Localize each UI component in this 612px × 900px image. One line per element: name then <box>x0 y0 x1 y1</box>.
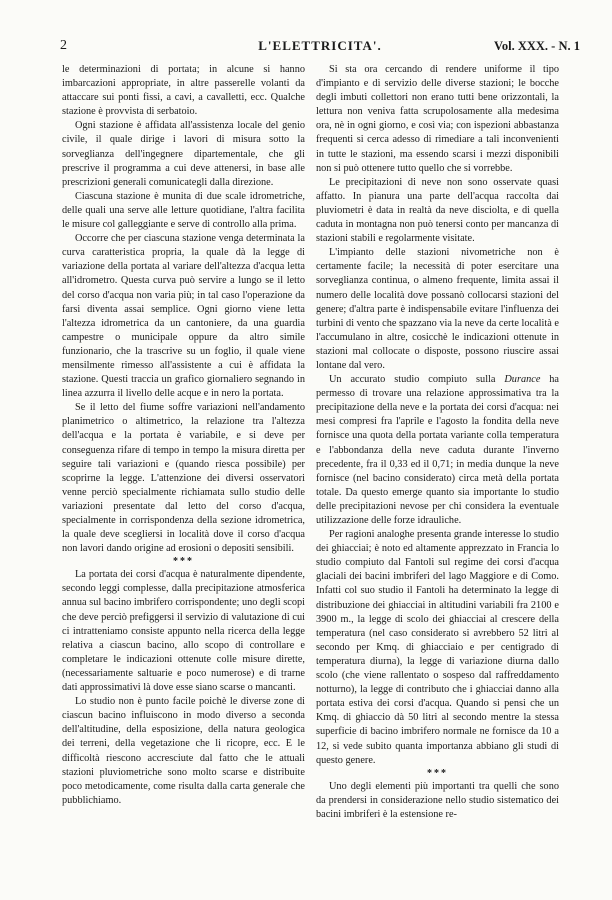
paragraph: Occorre che per ciascuna stazione venga determinata la curva caratteristica propria, la quale dà la legge di variazione della portata al variare dell'altezza d'acqua letta all'idrometro. Questa curva può servire a lungo se il letto del corso d'acqua non varia più; in tal caso l'operazione da farsi diventa assai semplice. Ogni giorno viene letta l'altezza idrometrica da un cantoniere, da una guardia campestre o municipale oppure da altro simile funzionario, che la trascrive su un foglio, il quale viene mensilmente rimesso all'assistente a cui è affidata la stazione. Questi traccia un grafico giornaliero segnando in linea azzurra il livello delle acque e in nero la portata. <box>62 233 305 400</box>
paragraph: Uno degli elementi più importanti tra quelli che sono da prendersi in considerazione nello studio sistematico dei bacini imbriferi è la estensione re- <box>316 780 559 820</box>
paragraph: Se il letto del fiume soffre variazioni nell'andamento planimetrico o altimetrico, la relazione tra l'altezza dell'acqua e la portata è variabile, e si deve per conseguenza rifare di tempo in tempo la misura diretta per seguire tali variazioni e (quando riesca possibile) per scoprirne la legge. L'attenzione dei diversi osservatori venne perciò specialmente richiamata sullo studio delle variazioni presentate dal letto del corso d'acqua, specialmente in corrispondenza della sezione idrometrica, la quale deve scegliersi in località dove il corso d'acqua non lavori dando origine ad erosioni o depositi sensibili. <box>62 402 305 555</box>
paragraph: Ciascuna stazione è munita di due scale idrometriche, delle quali una serve alle letture quotidiane, l'altra facilita le misure col galleggiante e serve di controllo alla prima. <box>62 190 305 231</box>
paragraph: L'impianto delle stazioni nivometriche non è certamente facile; la necessità di poter esercitare una sorveglianza continua, o almeno frequente, limita assai il numero delle località dove possanò collocarsi stazioni del genere; d'altra parte è indispensabile evitare l'influenza dei turbini di vento che spazzano via la neve da certe località e l'accumulano in altre, cosicchè le indicazioni ottenute in stazioni mal collocate o disposte, possono riuscire assai lontane dal vero. <box>316 247 559 371</box>
journal-title: L'ELETTRICITA'. <box>258 38 382 53</box>
text-run: ha permesso di trovare una relazione approssimativa tra la precipitazione della neve e la portata dei corsi d'acqua: nei mesi compresi fra l'aprile e l'agosto la fondita della neve fornisce una quota della portata variante colla temperatura e l'abbondanza della neve caduta durante l'inverno precedente, fra il 0,33 ed il 0,71; in media dunque la neve fornisce (nel bacino considerato) circa metà della portata totale. Da questo emerge quanto sia importante lo studio delle precipitazioni nevose per chi considera la eventuale utilizzazione delle forze idrauliche. <box>316 374 560 526</box>
paragraph: La portata dei corsi d'acqua è naturalmente dipendente, secondo leggi complesse, dalla precipitazione atmosferica annua sul bacino imbrifero corrispondente; uno degli scopi che deve perciò prefiggersi il servizio di valutazione di cui ci intratteniamo consiste appunto nella ricerca della legge relativa a ciascun bacino, allo scopo di controllare e completare le indicazioni ottenute colle misure dirette, (necessariamente saltuarie e poco numerose) e di trarne dati approssimativi là dove esse siano scarse o mancanti. <box>62 569 305 694</box>
paragraph <box>316 373 559 528</box>
text-run: Un accurato studio compiuto sulla <box>329 374 505 386</box>
right-column <box>316 63 559 822</box>
paragraph: Si sta ora cercando di rendere uniforme il tipo d'impianto e di servizio delle diverse stazioni; le bocche degli imbuti collettori non erano tutti bene orizzontali, la lettura non veniva fatta scrupolosamente alla medesima ora, nè in ogni giorno, e così via; con ispezioni abbastanza frequenti si cerca adesso di rimediare a tali inconvenienti in tutte le stazioni, ma essendo scarsi i mezzi disponibili non si può ottenere tutto quello che si vorrebbe. <box>316 64 559 174</box>
section-separator: *** <box>427 767 448 779</box>
river-name-italic: Durance <box>504 374 541 386</box>
left-column <box>62 63 305 808</box>
paragraph: le determinazioni di portata; in alcune si hanno imbarcazioni appropriate, in altre passerelle volanti da attaccare sui ponti fissi, a cavi, a cavalletti, ecc. Qualche stazione è provvista di serbatoio. <box>62 64 305 118</box>
page-number: 2 <box>60 38 67 53</box>
volume-issue: Vol. XXX. - N. 1 <box>494 39 580 53</box>
paragraph: Lo studio non è punto facile poichè le diverse zone di ciascun bacino influiscono in modo diverso a seconda dell'altitudine, della esposizione, della natura geologica dei terreni, della vegetazione che li ricopre, ecc. E le difficoltà riescono accresciute dal fatto che le attuali stazioni pluviometriche sono molto scarse e distribuite poco metodicamente, come risulta dalla carta generale che pubblichiamo. <box>62 696 305 806</box>
paragraph: Ogni stazione è affidata all'assistenza locale del genio civile, il quale dirige i lavori di misura sotto la sorveglianza dell'ingegnere dipartementale, che gli prescrive il programma a cui deve attenersi, in base alle prescrizioni generali comunicategli dalla direzione. <box>62 120 305 188</box>
section-separator: *** <box>173 556 194 568</box>
paragraph: Le precipitazioni di neve non sono osservate quasi affatto. In pianura una parte dell'acqua raccolta dai pluviometri è data in realtà da neve disciolta, e di quella caduta in montagna non può tenersi conto per mancanza di stazioni stabili e regolarmente visitate. <box>316 176 559 245</box>
paragraph: Per ragioni analoghe presenta grande interesse lo studio dei ghiacciai; è noto ed altamente apprezzato in Francia lo studio compiuto dal Fantoli sul regime dei corsi d'acqua glaciali dei bacini imbriferi del lago Maggiore e di Como. Infatti col suo studio il Fantoli ha determinato la legge di distribuzione dei ghiacciai in altitudini variabili fra 2100 e 3900 m., la legge di scolo dei ghiacciai al crescere della temperatura (nel caso considerato si avrebbero 52 litri al secondo per Kmq. di ghiacciaio e per centigrado di temperatura diurna), la legge di variazione diurna dallo scolo (che viene rallentato o sospeso dal raffreddamento notturno), la legge di contributo che i ghiacciai danno alla portata estiva dei corsi d'acqua. Quando si pensi che un Kmq. di ghiaccio dà 50 litri al secondo mentre la stessa superficie di bacino imbrifero normale ne fornisce da 10 a 12, si vede subito quanta importanza abbiano gli studi di questo genere. <box>316 529 559 766</box>
running-header <box>60 38 580 54</box>
